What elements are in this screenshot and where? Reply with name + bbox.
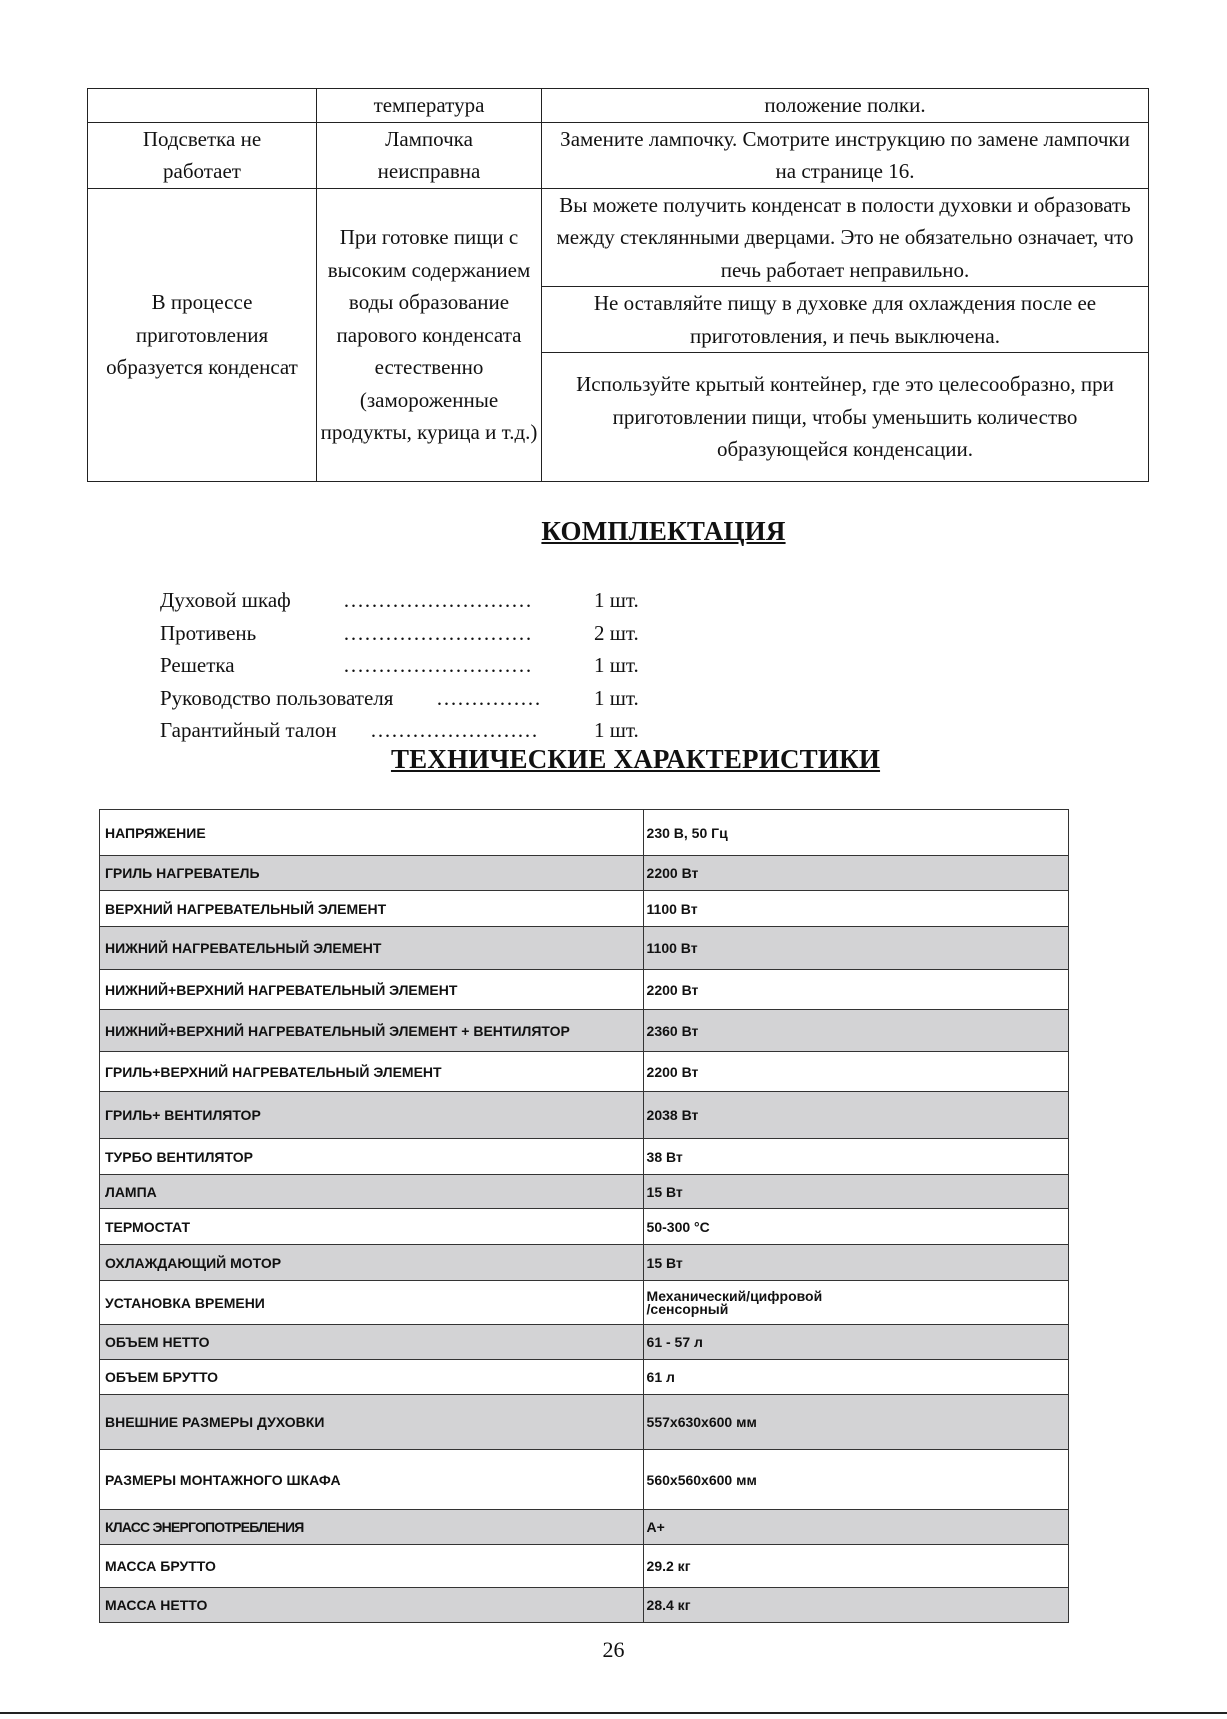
- kit-item-qty: 1 шт.: [594, 685, 639, 710]
- spec-label: УСТАНОВКА ВРЕМЕНИ: [100, 1281, 644, 1325]
- spec-row: [100, 1209, 1069, 1245]
- spec-value: 1100 Вт: [643, 927, 1068, 970]
- spec-row: [100, 856, 1069, 891]
- specs-table: [99, 809, 1069, 1623]
- problem-cell: В процессе приготовления образуется конденсат: [88, 188, 317, 482]
- spec-value: A+: [643, 1510, 1068, 1545]
- spec-label: ВЕРХНИЙ НАГРЕВАТЕЛЬНЫЙ ЭЛЕМЕНТ: [100, 891, 644, 927]
- spec-label: ОХЛАЖДАЮЩИЙ МОТОР: [100, 1245, 644, 1281]
- spec-value: 2200 Вт: [643, 970, 1068, 1010]
- specs-heading: ТЕХНИЧЕСКИЕ ХАРАКТЕРИСТИКИ: [390, 744, 881, 774]
- spec-row: [100, 810, 1069, 856]
- kit-list: [160, 584, 680, 747]
- kit-item: [160, 584, 680, 617]
- solution-cell: Используйте крытый контейнер, где это целесообразно, при приготовлении пищи, чтобы уменьшить количество образующейся конденсации.: [542, 353, 1149, 482]
- spec-value: 15 Вт: [643, 1245, 1068, 1281]
- spec-value: 2360 Вт: [643, 1010, 1068, 1052]
- solution-cell: Замените лампочку. Смотрите инструкцию по замене лампочки на странице 16.: [542, 122, 1149, 188]
- kit-item-name: Решетка: [160, 653, 235, 677]
- spec-value: 2038 Вт: [643, 1092, 1068, 1139]
- spec-row: [100, 891, 1069, 927]
- kit-item-dots: ………………………: [343, 653, 532, 677]
- spec-row: [100, 1245, 1069, 1281]
- spec-value: 557x630x600 мм: [643, 1395, 1068, 1450]
- spec-label: ГРИЛЬ+ ВЕНТИЛЯТОР: [100, 1092, 644, 1139]
- solution-cell: Не оставляйте пищу в духовке для охлаждения после ее приготовления, и печь выключена.: [542, 287, 1149, 353]
- kit-item: [160, 649, 680, 682]
- spec-value: 50-300 °С: [643, 1209, 1068, 1245]
- spec-label: МАССА НЕТТО: [100, 1588, 644, 1623]
- kit-item-qty: 2 шт.: [594, 620, 639, 645]
- spec-row: [100, 1395, 1069, 1450]
- spec-value: 2200 Вт: [643, 1052, 1068, 1092]
- kit-item: [160, 617, 680, 650]
- kit-item-name: Руководство пользователя: [160, 685, 394, 710]
- trouble-row: [88, 122, 1149, 188]
- spec-value: 230 В, 50 Гц: [643, 810, 1068, 856]
- spec-row: [100, 1360, 1069, 1395]
- spec-row: [100, 927, 1069, 970]
- spec-row: [100, 1545, 1069, 1588]
- cause-cell: При готовке пищи с высоким содержанием воды образование парового конденсата естественно (замороженные продукты, курица и т.д.): [317, 188, 542, 482]
- spec-value: 1100 Вт: [643, 891, 1068, 927]
- problem-cell: [88, 89, 317, 123]
- spec-label: ОБЪЕМ НЕТТО: [100, 1325, 644, 1360]
- spec-value: 61 л: [643, 1360, 1068, 1395]
- kit-item-qty: 1 шт.: [594, 718, 639, 742]
- spec-value: 2200 Вт: [643, 856, 1068, 891]
- spec-value: 560x560x600 мм: [643, 1450, 1068, 1510]
- problem-cell: Подсветка не работает: [88, 122, 317, 188]
- spec-row: [100, 1281, 1069, 1325]
- spec-label: ОБЪЕМ БРУТТО: [100, 1360, 644, 1395]
- spec-row: [100, 1510, 1069, 1545]
- kit-item: [160, 714, 680, 747]
- spec-label: МАССА БРУТТО: [100, 1545, 644, 1588]
- cause-cell: Лампочка неисправна: [317, 122, 542, 188]
- kit-item-qty: 1 шт.: [594, 588, 639, 612]
- spec-label: ВНЕШНИЕ РАЗМЕРЫ ДУХОВКИ: [100, 1395, 644, 1450]
- spec-row: [100, 1010, 1069, 1052]
- kit-heading: КОМПЛЕКТАЦИЯ: [541, 516, 786, 546]
- spec-value: [643, 1281, 1068, 1325]
- kit-item-name: Гарантийный талон: [160, 718, 337, 742]
- kit-item-name: Противень: [160, 620, 257, 645]
- spec-label: РАЗМЕРЫ МОНТАЖНОГО ШКАФА: [100, 1450, 644, 1510]
- spec-label: НИЖНИЙ+ВЕРХНИЙ НАГРЕВАТЕЛЬНЫЙ ЭЛЕМЕНТ: [100, 970, 644, 1010]
- kit-item-dots: ………………………: [343, 588, 532, 612]
- kit-item-dots: ……………………: [370, 718, 538, 742]
- spec-value: 38 Вт: [643, 1139, 1068, 1175]
- spec-row: [100, 1092, 1069, 1139]
- spec-value-line: /сенсорный: [646, 1300, 729, 1317]
- spec-label: НАПРЯЖЕНИЕ: [100, 810, 644, 856]
- spec-row: [100, 1175, 1069, 1209]
- spec-row: [100, 1325, 1069, 1360]
- spec-label: КЛАСС ЭНЕРГОПОТРЕБЛЕНИЯ: [100, 1510, 644, 1545]
- troubleshooting-table: [87, 88, 1149, 482]
- solution-cell: положение полки.: [542, 89, 1149, 123]
- spec-label: НИЖНИЙ НАГРЕВАТЕЛЬНЫЙ ЭЛЕМЕНТ: [100, 927, 644, 970]
- kit-item-qty: 1 шт.: [594, 653, 639, 677]
- spec-label: ЛАМПА: [100, 1175, 644, 1209]
- spec-label: ТУРБО ВЕНТИЛЯТОР: [100, 1139, 644, 1175]
- kit-item: [160, 682, 680, 715]
- spec-label: ТЕРМОСТАТ: [100, 1209, 644, 1245]
- spec-row: [100, 970, 1069, 1010]
- kit-item-dots: ………………………: [343, 620, 532, 645]
- cause-cell: температура: [317, 89, 542, 123]
- kit-item-dots: ……………: [436, 685, 541, 710]
- spec-value: 29.2 кг: [643, 1545, 1068, 1588]
- spec-value-line: Механический/цифровой: [646, 1287, 823, 1304]
- page-number: 26: [602, 1637, 625, 1662]
- bottom-rule: [0, 1712, 1227, 1714]
- spec-label: НИЖНИЙ+ВЕРХНИЙ НАГРЕВАТЕЛЬНЫЙ ЭЛЕМЕНТ + ВЕНТИЛЯТОР: [100, 1010, 644, 1052]
- spec-value: 61 - 57 л: [643, 1325, 1068, 1360]
- solution-cell: Вы можете получить конденсат в полости духовки и образовать между стеклянными дверцами. Это не обязательно означает, что печь работает неправильно.: [542, 188, 1149, 287]
- spec-label: ГРИЛЬ НАГРЕВАТЕЛЬ: [100, 856, 644, 891]
- spec-row: [100, 1052, 1069, 1092]
- spec-row: [100, 1139, 1069, 1175]
- spec-value: 15 Вт: [643, 1175, 1068, 1209]
- spec-row: [100, 1450, 1069, 1510]
- kit-item-name: Духовой шкаф: [160, 588, 291, 612]
- trouble-row: [88, 188, 1149, 287]
- trouble-row: [88, 89, 1149, 123]
- spec-label: ГРИЛЬ+ВЕРХНИЙ НАГРЕВАТЕЛЬНЫЙ ЭЛЕМЕНТ: [100, 1052, 644, 1092]
- spec-value: 28.4 кг: [643, 1588, 1068, 1623]
- spec-row: [100, 1588, 1069, 1623]
